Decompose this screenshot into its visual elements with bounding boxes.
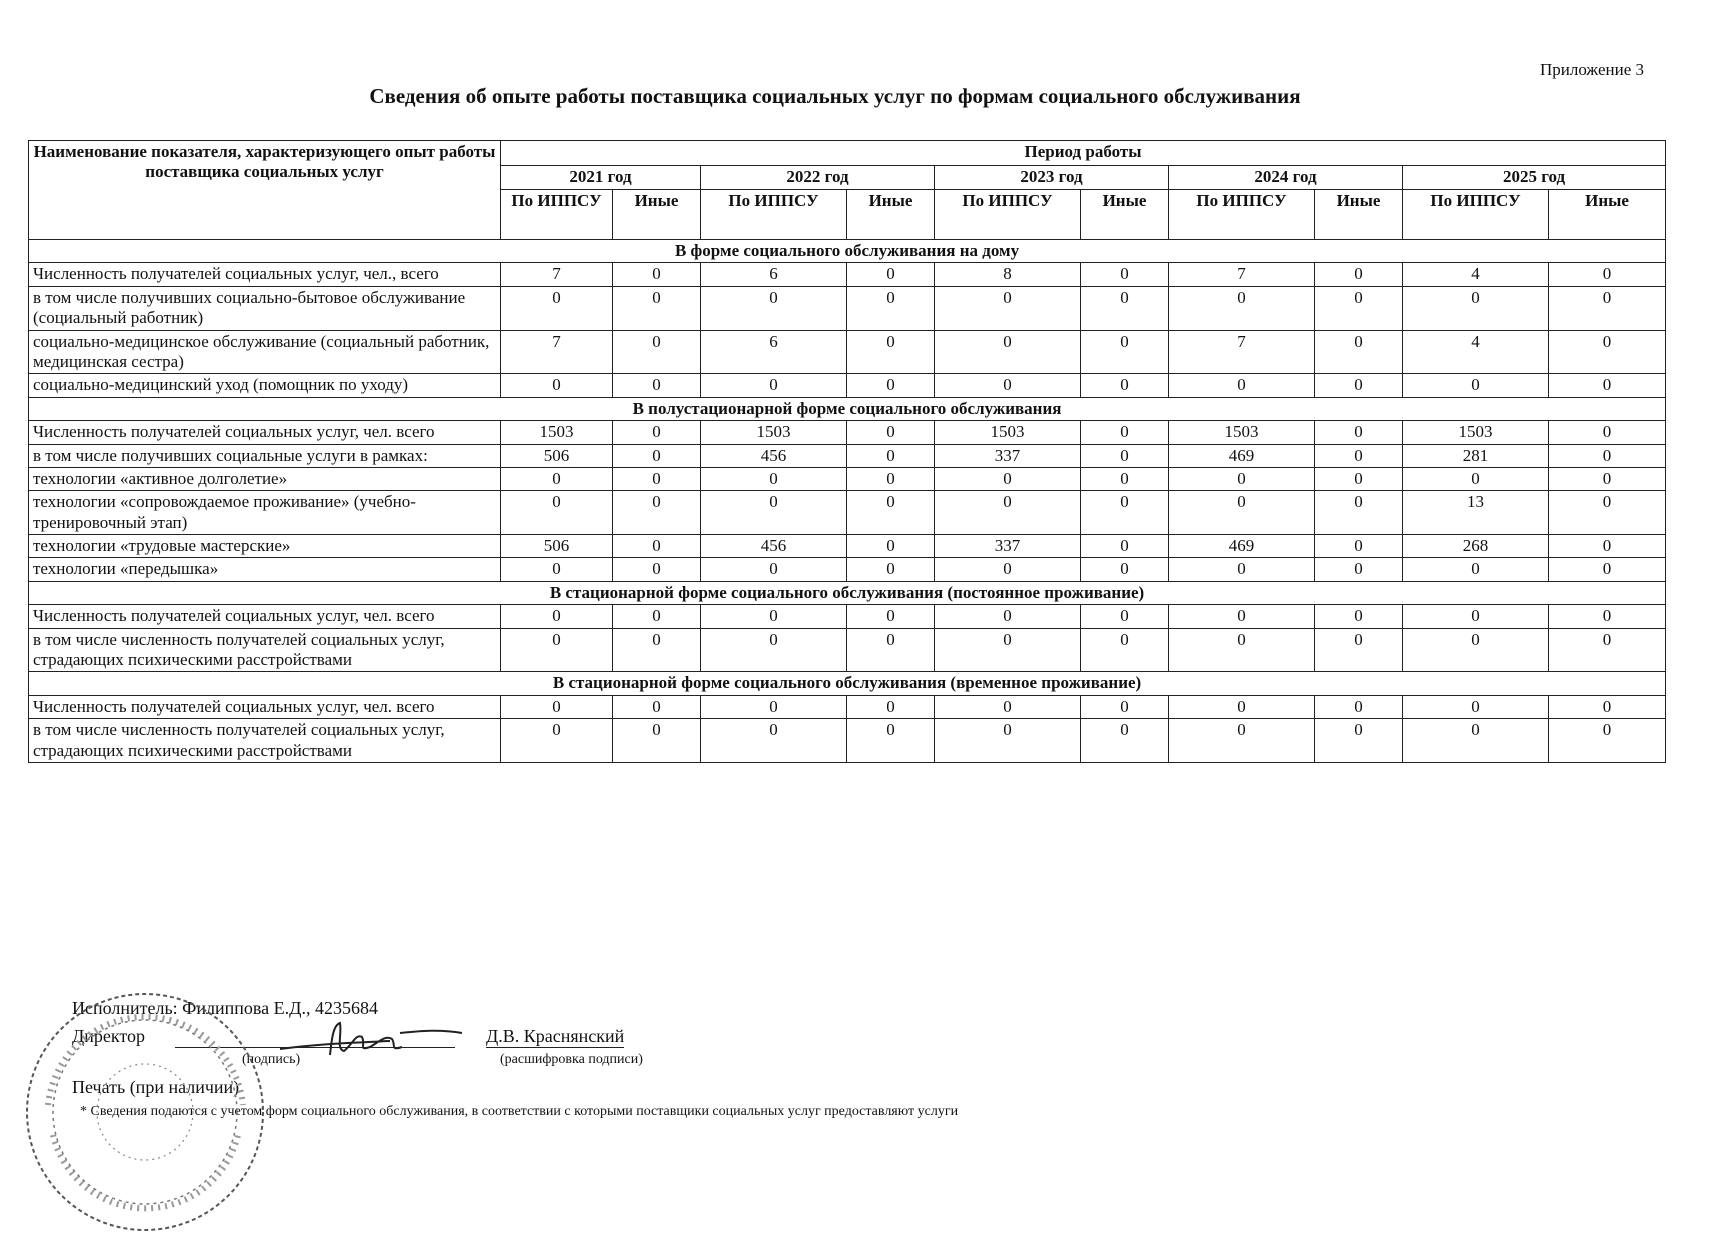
value-cell: 0 xyxy=(613,263,701,286)
table-row xyxy=(29,467,1666,490)
value-cell: 0 xyxy=(1081,421,1169,444)
value-cell: 0 xyxy=(1315,535,1403,558)
value-cell: 0 xyxy=(935,491,1081,535)
value-cell: 0 xyxy=(1403,605,1549,628)
value-cell: 0 xyxy=(501,719,613,763)
value-cell: 7 xyxy=(1169,263,1315,286)
value-cell: 0 xyxy=(1081,374,1169,397)
stamp-label: Печать (при наличии) xyxy=(72,1077,240,1097)
director-name: Д.В. Краснянский xyxy=(486,1026,625,1046)
row-label: Численность получателей социальных услуг, чел., всего xyxy=(29,263,501,286)
value-cell: 0 xyxy=(847,330,935,374)
value-cell: 0 xyxy=(1315,286,1403,330)
section-title: В стационарной форме социального обслуживания (постоянное проживание) xyxy=(29,581,1666,604)
value-cell: 0 xyxy=(501,695,613,718)
value-cell: 0 xyxy=(1169,719,1315,763)
value-cell: 0 xyxy=(1315,695,1403,718)
value-cell: 0 xyxy=(935,719,1081,763)
period-header: Период работы xyxy=(501,141,1666,166)
other-header: Иные xyxy=(847,190,935,240)
value-cell: 0 xyxy=(613,719,701,763)
value-cell: 337 xyxy=(935,444,1081,467)
table-row xyxy=(29,719,1666,763)
value-cell: 0 xyxy=(613,628,701,672)
value-cell: 0 xyxy=(613,695,701,718)
value-cell: 0 xyxy=(1403,719,1549,763)
row-label: Численность получателей социальных услуг, чел. всего xyxy=(29,421,501,444)
other-header: Иные xyxy=(613,190,701,240)
ippsu-header: По ИППСУ xyxy=(701,190,847,240)
value-cell: 0 xyxy=(1549,467,1666,490)
value-cell: 0 xyxy=(1169,628,1315,672)
value-cell: 0 xyxy=(847,467,935,490)
value-cell: 0 xyxy=(613,605,701,628)
value-cell: 0 xyxy=(1315,467,1403,490)
section-row xyxy=(29,581,1666,604)
value-cell: 8 xyxy=(935,263,1081,286)
ippsu-header: По ИППСУ xyxy=(935,190,1081,240)
value-cell: 0 xyxy=(613,286,701,330)
value-cell: 0 xyxy=(613,421,701,444)
decode-caption: (расшифровка подписи) xyxy=(500,1052,643,1067)
value-cell: 0 xyxy=(701,628,847,672)
value-cell: 0 xyxy=(1081,286,1169,330)
section-row xyxy=(29,240,1666,263)
value-cell: 0 xyxy=(1403,558,1549,581)
value-cell: 6 xyxy=(701,330,847,374)
value-cell: 0 xyxy=(1081,628,1169,672)
table-row xyxy=(29,263,1666,286)
value-cell: 4 xyxy=(1403,263,1549,286)
value-cell: 0 xyxy=(1169,491,1315,535)
value-cell: 0 xyxy=(701,491,847,535)
value-cell: 0 xyxy=(1315,491,1403,535)
value-cell: 0 xyxy=(1081,558,1169,581)
value-cell: 0 xyxy=(1081,695,1169,718)
value-cell: 506 xyxy=(501,535,613,558)
value-cell: 0 xyxy=(935,467,1081,490)
value-cell: 0 xyxy=(1081,263,1169,286)
value-cell: 456 xyxy=(701,535,847,558)
value-cell: 1503 xyxy=(501,421,613,444)
value-cell: 0 xyxy=(1169,558,1315,581)
section-title: В стационарной форме социального обслуживания (временное проживание) xyxy=(29,672,1666,695)
value-cell: 0 xyxy=(1403,467,1549,490)
value-cell: 0 xyxy=(1549,719,1666,763)
value-cell: 0 xyxy=(1315,444,1403,467)
director-label: Директор xyxy=(72,1026,146,1046)
year-header: 2024 год xyxy=(1169,165,1403,190)
row-label: в том числе численность получателей социальных услуг, страдающих психическими расстройствами xyxy=(29,628,501,672)
value-cell: 469 xyxy=(1169,535,1315,558)
section-row xyxy=(29,397,1666,420)
value-cell: 0 xyxy=(1549,421,1666,444)
value-cell: 0 xyxy=(1081,719,1169,763)
value-cell: 0 xyxy=(1315,263,1403,286)
value-cell: 0 xyxy=(1549,558,1666,581)
value-cell: 0 xyxy=(847,605,935,628)
table-row xyxy=(29,628,1666,672)
value-cell: 0 xyxy=(613,467,701,490)
table-body xyxy=(29,240,1666,763)
value-cell: 1503 xyxy=(1403,421,1549,444)
section-row xyxy=(29,672,1666,695)
table-row xyxy=(29,695,1666,718)
value-cell: 0 xyxy=(847,491,935,535)
value-cell: 0 xyxy=(1315,374,1403,397)
table-row xyxy=(29,421,1666,444)
experience-table xyxy=(28,140,1666,763)
value-cell: 0 xyxy=(501,467,613,490)
indicator-name-header: Наименование показателя, характеризующего опыт работы поставщика социальных услуг xyxy=(29,141,501,240)
row-label: Численность получателей социальных услуг, чел. всего xyxy=(29,695,501,718)
value-cell: 0 xyxy=(701,467,847,490)
other-header: Иные xyxy=(1315,190,1403,240)
table-row xyxy=(29,374,1666,397)
value-cell: 268 xyxy=(1403,535,1549,558)
other-header: Иные xyxy=(1549,190,1666,240)
signature-caption: (подпись) xyxy=(242,1052,301,1067)
value-cell: 0 xyxy=(501,558,613,581)
value-cell: 0 xyxy=(1169,467,1315,490)
value-cell: 0 xyxy=(613,491,701,535)
section-title: В форме социального обслуживания на дому xyxy=(29,240,1666,263)
table-row xyxy=(29,605,1666,628)
value-cell: 0 xyxy=(501,605,613,628)
signature-image xyxy=(270,1015,470,1065)
value-cell: 506 xyxy=(501,444,613,467)
value-cell: 0 xyxy=(701,558,847,581)
value-cell: 0 xyxy=(1081,491,1169,535)
table-header xyxy=(29,141,1666,240)
value-cell: 0 xyxy=(847,558,935,581)
value-cell: 469 xyxy=(1169,444,1315,467)
value-cell: 0 xyxy=(501,628,613,672)
value-cell: 0 xyxy=(1549,263,1666,286)
row-label: технологии «передышка» xyxy=(29,558,501,581)
value-cell: 7 xyxy=(501,330,613,374)
value-cell: 0 xyxy=(701,286,847,330)
value-cell: 0 xyxy=(847,286,935,330)
value-cell: 0 xyxy=(847,719,935,763)
value-cell: 0 xyxy=(1081,535,1169,558)
value-cell: 7 xyxy=(1169,330,1315,374)
value-cell: 0 xyxy=(1315,719,1403,763)
value-cell: 0 xyxy=(1549,286,1666,330)
value-cell: 0 xyxy=(1315,605,1403,628)
value-cell: 0 xyxy=(1403,628,1549,672)
value-cell: 0 xyxy=(847,263,935,286)
value-cell: 0 xyxy=(1315,628,1403,672)
table-row xyxy=(29,286,1666,330)
table-row xyxy=(29,330,1666,374)
value-cell: 0 xyxy=(701,374,847,397)
row-label: технологии «трудовые мастерские» xyxy=(29,535,501,558)
value-cell: 0 xyxy=(1169,374,1315,397)
signature-line xyxy=(175,1047,455,1048)
value-cell: 0 xyxy=(613,558,701,581)
value-cell: 0 xyxy=(1315,330,1403,374)
ippsu-header: По ИППСУ xyxy=(1403,190,1549,240)
appendix-label: Приложение 3 xyxy=(1540,60,1644,79)
value-cell: 0 xyxy=(701,719,847,763)
value-cell: 0 xyxy=(1081,330,1169,374)
value-cell: 1503 xyxy=(1169,421,1315,444)
table-row xyxy=(29,444,1666,467)
value-cell: 13 xyxy=(1403,491,1549,535)
year-header: 2021 год xyxy=(501,165,701,190)
value-cell: 0 xyxy=(1169,695,1315,718)
value-cell: 337 xyxy=(935,535,1081,558)
value-cell: 0 xyxy=(847,374,935,397)
value-cell: 456 xyxy=(701,444,847,467)
value-cell: 0 xyxy=(847,421,935,444)
table-row xyxy=(29,535,1666,558)
ippsu-header: По ИППСУ xyxy=(1169,190,1315,240)
value-cell: 0 xyxy=(1081,605,1169,628)
value-cell: 0 xyxy=(935,695,1081,718)
value-cell: 0 xyxy=(1549,374,1666,397)
value-cell: 0 xyxy=(613,535,701,558)
value-cell: 0 xyxy=(935,286,1081,330)
other-header: Иные xyxy=(1081,190,1169,240)
value-cell: 0 xyxy=(1403,695,1549,718)
row-label: Численность получателей социальных услуг, чел. всего xyxy=(29,605,501,628)
row-label: технологии «сопровождаемое проживание» (учебно-тренировочный этап) xyxy=(29,491,501,535)
value-cell: 0 xyxy=(701,695,847,718)
value-cell: 0 xyxy=(1403,374,1549,397)
value-cell: 0 xyxy=(1403,286,1549,330)
year-header: 2023 год xyxy=(935,165,1169,190)
value-cell: 4 xyxy=(1403,330,1549,374)
value-cell: 0 xyxy=(1549,628,1666,672)
value-cell: 1503 xyxy=(701,421,847,444)
value-cell: 0 xyxy=(1315,558,1403,581)
value-cell: 0 xyxy=(847,695,935,718)
value-cell: 0 xyxy=(935,374,1081,397)
value-cell: 0 xyxy=(1169,605,1315,628)
value-cell: 0 xyxy=(1081,467,1169,490)
value-cell: 0 xyxy=(1549,491,1666,535)
value-cell: 0 xyxy=(1081,444,1169,467)
value-cell: 0 xyxy=(613,330,701,374)
footnote: * Сведения подаются с учетом форм социального обслуживания, в соответствии с которыми поставщики социальных услуг предоставляют услуги xyxy=(80,1104,959,1119)
value-cell: 0 xyxy=(1549,444,1666,467)
value-cell: 0 xyxy=(935,605,1081,628)
row-label: социально-медицинское обслуживание (социальный работник, медицинская сестра) xyxy=(29,330,501,374)
value-cell: 0 xyxy=(613,374,701,397)
stamp-seal xyxy=(18,985,273,1240)
value-cell: 0 xyxy=(935,628,1081,672)
value-cell: 0 xyxy=(847,444,935,467)
executor-line: Исполнитель: Филиппова Е.Д., 4235684 xyxy=(72,998,378,1018)
value-cell: 0 xyxy=(613,444,701,467)
value-cell: 0 xyxy=(935,330,1081,374)
section-title: В полустационарной форме социального обслуживания xyxy=(29,397,1666,420)
row-label: в том числе получивших социально-бытовое обслуживание (социальный работник) xyxy=(29,286,501,330)
value-cell: 0 xyxy=(1549,535,1666,558)
row-label: технологии «активное долголетие» xyxy=(29,467,501,490)
value-cell: 1503 xyxy=(935,421,1081,444)
page-title: Сведения об опыте работы поставщика социальных услуг по формам социального обслуживания xyxy=(369,84,1301,108)
table-row xyxy=(29,491,1666,535)
value-cell: 6 xyxy=(701,263,847,286)
value-cell: 281 xyxy=(1403,444,1549,467)
ippsu-header: По ИППСУ xyxy=(501,190,613,240)
value-cell: 0 xyxy=(701,605,847,628)
value-cell: 7 xyxy=(501,263,613,286)
value-cell: 0 xyxy=(1549,605,1666,628)
value-cell: 0 xyxy=(1315,421,1403,444)
value-cell: 0 xyxy=(1549,695,1666,718)
value-cell: 0 xyxy=(847,535,935,558)
value-cell: 0 xyxy=(1169,286,1315,330)
value-cell: 0 xyxy=(847,628,935,672)
row-label: в том числе получивших социальные услуги в рамках: xyxy=(29,444,501,467)
value-cell: 0 xyxy=(501,374,613,397)
year-header: 2025 год xyxy=(1403,165,1666,190)
value-cell: 0 xyxy=(501,491,613,535)
table-row xyxy=(29,558,1666,581)
value-cell: 0 xyxy=(501,286,613,330)
row-label: в том числе численность получателей социальных услуг, страдающих психическими расстройствами xyxy=(29,719,501,763)
row-label: социально-медицинский уход (помощник по уходу) xyxy=(29,374,501,397)
value-cell: 0 xyxy=(935,558,1081,581)
year-header: 2022 год xyxy=(701,165,935,190)
value-cell: 0 xyxy=(1549,330,1666,374)
